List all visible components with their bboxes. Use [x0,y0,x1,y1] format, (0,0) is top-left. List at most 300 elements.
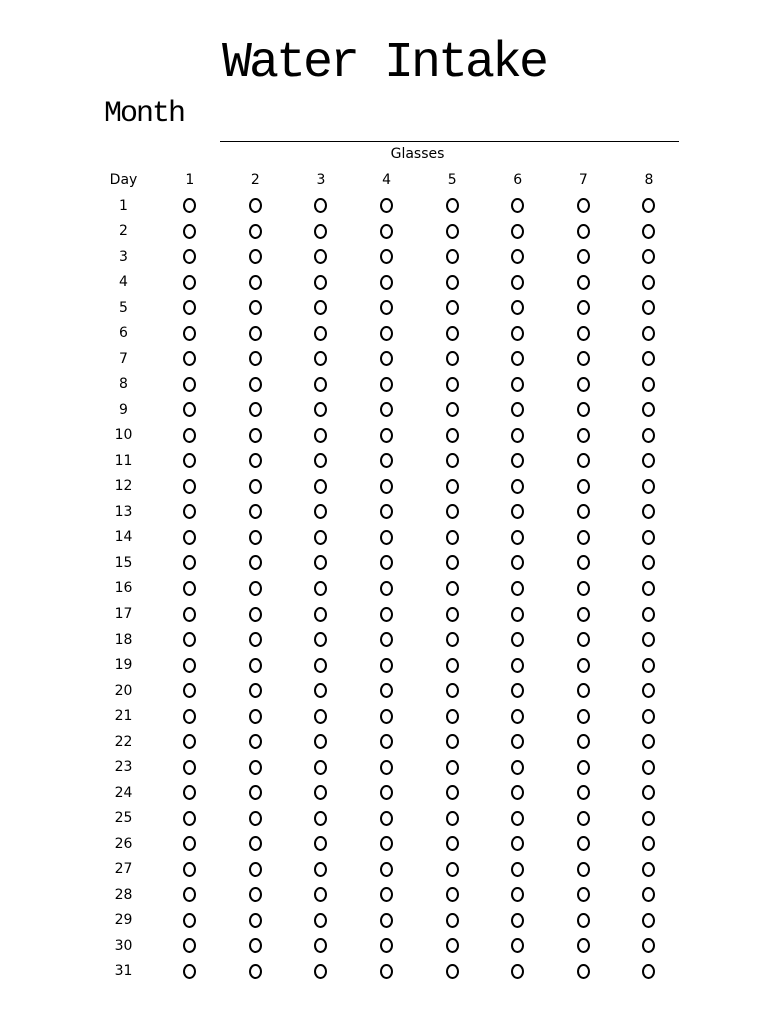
glass-circle-checkbox[interactable] [183,938,196,953]
glass-circle-checkbox[interactable] [249,938,262,953]
glass-cell [223,474,289,500]
glass-circle-checkbox[interactable] [446,275,459,290]
glass-circle-checkbox[interactable] [380,607,393,622]
glass-circle-checkbox[interactable] [314,479,327,494]
glass-column-header: 7 [578,172,588,188]
glass-circle-checkbox[interactable] [249,555,262,570]
glass-circle-checkbox[interactable] [249,198,262,213]
glass-circle-checkbox[interactable] [314,428,327,443]
glass-circle-checkbox[interactable] [446,785,459,800]
glass-circle-checkbox[interactable] [249,428,262,443]
glass-cell [419,295,485,321]
glass-cell [419,321,485,347]
glass-circle-checkbox[interactable] [642,530,655,545]
glass-circle-checkbox[interactable] [642,811,655,826]
glass-circle-checkbox[interactable] [511,377,524,392]
glass-circle-checkbox[interactable] [380,862,393,877]
glass-circle-checkbox[interactable] [314,351,327,366]
glass-circle-checkbox[interactable] [511,581,524,596]
glass-circle-checkbox[interactable] [249,862,262,877]
glass-circle-checkbox[interactable] [380,734,393,749]
glass-circle-checkbox[interactable] [249,683,262,698]
glass-circle-checkbox[interactable] [249,964,262,979]
glass-circle-checkbox[interactable] [183,913,196,928]
glass-circle-checkbox[interactable] [183,198,196,213]
glass-circle-checkbox[interactable] [183,300,196,315]
glass-circle-checkbox[interactable] [511,760,524,775]
glass-circle-checkbox[interactable] [380,275,393,290]
glass-cell [157,652,223,678]
glass-circle-checkbox[interactable] [446,428,459,443]
glass-circle-checkbox[interactable] [642,326,655,341]
glass-circle-checkbox[interactable] [642,453,655,468]
glass-circle-checkbox[interactable] [314,913,327,928]
glass-circle-checkbox[interactable] [183,224,196,239]
glass-cell [616,882,682,908]
glass-circle-checkbox[interactable] [642,760,655,775]
glass-circle-checkbox[interactable] [446,683,459,698]
glass-circle-checkbox[interactable] [249,504,262,519]
glass-circle-checkbox[interactable] [446,402,459,417]
glass-circle-checkbox[interactable] [642,479,655,494]
glass-circle-checkbox[interactable] [249,836,262,851]
glass-circle-checkbox[interactable] [380,836,393,851]
glass-circle-checkbox[interactable] [511,275,524,290]
glass-circle-checkbox[interactable] [380,453,393,468]
glass-circle-checkbox[interactable] [642,887,655,902]
glass-circle-checkbox[interactable] [314,964,327,979]
glass-cell [288,550,354,576]
glass-circle-checkbox[interactable] [314,275,327,290]
glass-circle-checkbox[interactable] [577,862,590,877]
glass-circle-checkbox[interactable] [446,938,459,953]
glass-circle-checkbox[interactable] [511,504,524,519]
glass-circle-checkbox[interactable] [446,300,459,315]
glass-circle-checkbox[interactable] [511,887,524,902]
glass-cell [223,576,289,602]
glass-cell [551,525,617,551]
day-number: 28 [114,886,133,903]
glass-circle-checkbox[interactable] [446,862,459,877]
glass-circle-checkbox[interactable] [183,607,196,622]
glass-circle-checkbox[interactable] [183,479,196,494]
glass-circle-checkbox[interactable] [446,811,459,826]
glass-cell [223,652,289,678]
glass-circle-checkbox[interactable] [511,964,524,979]
glass-circle-checkbox[interactable] [314,785,327,800]
glass-circle-checkbox[interactable] [642,658,655,673]
glass-circle-checkbox[interactable] [249,351,262,366]
glass-circle-checkbox[interactable] [183,428,196,443]
glass-circle-checkbox[interactable] [249,224,262,239]
glass-cell [485,729,551,755]
glass-circle-checkbox[interactable] [511,938,524,953]
glass-circle-checkbox[interactable] [314,887,327,902]
glass-circle-checkbox[interactable] [577,351,590,366]
glass-cell [223,448,289,474]
glass-circle-checkbox[interactable] [511,198,524,213]
glass-circle-checkbox[interactable] [380,709,393,724]
glass-circle-checkbox[interactable] [183,632,196,647]
glass-cell [354,474,420,500]
glass-circle-checkbox[interactable] [577,938,590,953]
glass-circle-checkbox[interactable] [446,224,459,239]
glass-circle-checkbox[interactable] [183,249,196,264]
glass-cell [485,856,551,882]
glass-circle-checkbox[interactable] [642,224,655,239]
glass-circle-checkbox[interactable] [249,326,262,341]
glass-circle-checkbox[interactable] [577,326,590,341]
glass-circle-checkbox[interactable] [577,198,590,213]
glass-circle-checkbox[interactable] [577,504,590,519]
glass-cell [288,346,354,372]
day-number: 9 [119,401,128,418]
glass-circle-checkbox[interactable] [183,836,196,851]
glass-circle-checkbox[interactable] [249,760,262,775]
glass-circle-checkbox[interactable] [511,351,524,366]
glass-circle-checkbox[interactable] [511,300,524,315]
glass-circle-checkbox[interactable] [183,683,196,698]
glass-circle-checkbox[interactable] [183,555,196,570]
glass-circle-checkbox[interactable] [511,555,524,570]
glass-circle-checkbox[interactable] [577,658,590,673]
glass-circle-checkbox[interactable] [511,913,524,928]
glass-cell [223,754,289,780]
glass-circle-checkbox[interactable] [249,453,262,468]
glass-circle-checkbox[interactable] [314,300,327,315]
glass-circle-checkbox[interactable] [577,887,590,902]
glass-circle-checkbox[interactable] [314,453,327,468]
glass-circle-checkbox[interactable] [380,326,393,341]
glass-circle-checkbox[interactable] [183,402,196,417]
glass-circle-checkbox[interactable] [183,326,196,341]
glass-circle-checkbox[interactable] [380,913,393,928]
glass-circle-checkbox[interactable] [380,811,393,826]
glass-circle-checkbox[interactable] [577,530,590,545]
glass-circle-checkbox[interactable] [642,275,655,290]
glass-cell [223,780,289,806]
glass-circle-checkbox[interactable] [249,658,262,673]
glass-circle-checkbox[interactable] [314,938,327,953]
glass-circle-checkbox[interactable] [380,555,393,570]
glass-circle-checkbox[interactable] [183,658,196,673]
glass-circle-checkbox[interactable] [314,836,327,851]
glass-circle-checkbox[interactable] [577,453,590,468]
glass-cell [288,321,354,347]
glass-circle-checkbox[interactable] [577,734,590,749]
glass-circle-checkbox[interactable] [380,887,393,902]
glass-cell [616,933,682,959]
glass-circle-checkbox[interactable] [642,836,655,851]
glass-circle-checkbox[interactable] [446,709,459,724]
glass-circle-checkbox[interactable] [380,581,393,596]
glass-circle-checkbox[interactable] [446,377,459,392]
glass-circle-checkbox[interactable] [314,581,327,596]
glass-circle-checkbox[interactable] [642,428,655,443]
glass-circle-checkbox[interactable] [183,275,196,290]
glass-circle-checkbox[interactable] [183,351,196,366]
glass-cell [616,397,682,423]
glass-circle-checkbox[interactable] [314,402,327,417]
glass-circle-checkbox[interactable] [183,581,196,596]
glass-circle-checkbox[interactable] [183,760,196,775]
glass-circle-checkbox[interactable] [249,734,262,749]
glass-circle-checkbox[interactable] [380,964,393,979]
glass-circle-checkbox[interactable] [577,402,590,417]
glass-circle-checkbox[interactable] [511,479,524,494]
glass-circle-checkbox[interactable] [446,555,459,570]
glass-cell [616,652,682,678]
glass-circle-checkbox[interactable] [314,377,327,392]
glass-circle-checkbox[interactable] [511,453,524,468]
glass-circle-checkbox[interactable] [511,530,524,545]
month-write-in-line[interactable] [220,141,679,142]
glass-circle-checkbox[interactable] [249,581,262,596]
glass-circle-checkbox[interactable] [642,683,655,698]
glass-circle-checkbox[interactable] [249,249,262,264]
glass-circle-checkbox[interactable] [314,530,327,545]
glass-circle-checkbox[interactable] [249,709,262,724]
glass-circle-checkbox[interactable] [446,351,459,366]
glass-circle-checkbox[interactable] [380,351,393,366]
glass-cell [551,601,617,627]
glass-circle-checkbox[interactable] [183,377,196,392]
glass-circle-checkbox[interactable] [380,249,393,264]
glass-circle-checkbox[interactable] [314,632,327,647]
glass-cell [354,907,420,933]
glass-circle-checkbox[interactable] [249,632,262,647]
glass-circle-checkbox[interactable] [380,479,393,494]
glass-circle-checkbox[interactable] [380,402,393,417]
glass-circle-checkbox[interactable] [642,938,655,953]
glass-cell [551,397,617,423]
glass-circle-checkbox[interactable] [380,658,393,673]
glass-circle-checkbox[interactable] [249,913,262,928]
glass-circle-checkbox[interactable] [511,785,524,800]
glass-circle-checkbox[interactable] [511,658,524,673]
glass-circle-checkbox[interactable] [446,530,459,545]
glass-cell [485,448,551,474]
glass-circle-checkbox[interactable] [511,224,524,239]
glass-circle-checkbox[interactable] [249,300,262,315]
glass-circle-checkbox[interactable] [314,555,327,570]
glass-cell [485,627,551,653]
glass-circle-checkbox[interactable] [511,607,524,622]
glass-circle-checkbox[interactable] [249,887,262,902]
glass-circle-checkbox[interactable] [642,402,655,417]
glass-circle-checkbox[interactable] [511,632,524,647]
glass-circle-checkbox[interactable] [380,300,393,315]
glass-circle-checkbox[interactable] [314,709,327,724]
glass-circle-checkbox[interactable] [577,607,590,622]
glass-circle-checkbox[interactable] [183,453,196,468]
glass-circle-checkbox[interactable] [642,709,655,724]
glass-circle-checkbox[interactable] [380,504,393,519]
glass-cell [485,321,551,347]
glass-circle-checkbox[interactable] [511,734,524,749]
glass-circle-checkbox[interactable] [642,377,655,392]
glass-circle-checkbox[interactable] [577,377,590,392]
glass-circle-checkbox[interactable] [446,658,459,673]
glass-circle-checkbox[interactable] [183,964,196,979]
glass-circle-checkbox[interactable] [314,326,327,341]
glass-circle-checkbox[interactable] [577,428,590,443]
glass-circle-checkbox[interactable] [446,453,459,468]
glass-circle-checkbox[interactable] [642,862,655,877]
glass-circle-checkbox[interactable] [249,785,262,800]
glass-circle-checkbox[interactable] [314,811,327,826]
glass-circle-checkbox[interactable] [249,811,262,826]
day-number: 15 [114,554,133,571]
glass-circle-checkbox[interactable] [380,760,393,775]
glass-circle-checkbox[interactable] [183,734,196,749]
glass-circle-checkbox[interactable] [577,479,590,494]
glass-circle-checkbox[interactable] [577,555,590,570]
glass-cell [616,780,682,806]
glass-circle-checkbox[interactable] [380,785,393,800]
glass-circle-checkbox[interactable] [314,658,327,673]
glass-circle-checkbox[interactable] [380,224,393,239]
glass-cell [485,499,551,525]
glass-circle-checkbox[interactable] [577,224,590,239]
glass-circle-checkbox[interactable] [642,555,655,570]
page-title: Water Intake [221,35,547,92]
glass-circle-checkbox[interactable] [249,377,262,392]
glass-circle-checkbox[interactable] [314,734,327,749]
glass-circle-checkbox[interactable] [642,198,655,213]
glass-cell [419,423,485,449]
glass-circle-checkbox[interactable] [511,811,524,826]
glass-circle-checkbox[interactable] [446,836,459,851]
glass-circle-checkbox[interactable] [577,913,590,928]
glass-cell [223,627,289,653]
glass-cell [157,346,223,372]
glass-circle-checkbox[interactable] [249,402,262,417]
glass-circle-checkbox[interactable] [511,402,524,417]
glass-cell [551,856,617,882]
glass-circle-checkbox[interactable] [642,785,655,800]
glass-circle-checkbox[interactable] [183,811,196,826]
glass-cell [419,780,485,806]
glass-circle-checkbox[interactable] [642,249,655,264]
glass-circle-checkbox[interactable] [511,326,524,341]
glass-circle-checkbox[interactable] [314,504,327,519]
glass-cell [223,525,289,551]
glass-circle-checkbox[interactable] [577,964,590,979]
glass-circle-checkbox[interactable] [511,683,524,698]
glass-circle-checkbox[interactable] [642,632,655,647]
glass-circle-checkbox[interactable] [249,479,262,494]
glass-circle-checkbox[interactable] [446,198,459,213]
glass-circle-checkbox[interactable] [314,198,327,213]
glass-circle-checkbox[interactable] [577,836,590,851]
glass-cell [616,448,682,474]
glass-circle-checkbox[interactable] [183,785,196,800]
glass-circle-checkbox[interactable] [446,326,459,341]
glass-circle-checkbox[interactable] [380,530,393,545]
glass-circle-checkbox[interactable] [577,785,590,800]
glass-circle-checkbox[interactable] [446,504,459,519]
glass-circle-checkbox[interactable] [511,249,524,264]
glass-circle-checkbox[interactable] [511,836,524,851]
glass-circle-checkbox[interactable] [446,734,459,749]
glass-circle-checkbox[interactable] [314,683,327,698]
glass-circle-checkbox[interactable] [577,811,590,826]
glass-circle-checkbox[interactable] [183,709,196,724]
glass-circle-checkbox[interactable] [577,683,590,698]
glass-circle-checkbox[interactable] [577,709,590,724]
glass-circle-checkbox[interactable] [642,351,655,366]
day-number: 23 [114,759,133,776]
glass-circle-checkbox[interactable] [577,581,590,596]
glass-circle-checkbox[interactable] [183,530,196,545]
glass-circle-checkbox[interactable] [642,300,655,315]
glass-circle-checkbox[interactable] [446,249,459,264]
day-number: 11 [114,452,133,469]
glass-circle-checkbox[interactable] [314,224,327,239]
glass-circle-checkbox[interactable] [249,530,262,545]
glass-cell [157,933,223,959]
glass-circle-checkbox[interactable] [511,709,524,724]
glass-circle-checkbox[interactable] [577,632,590,647]
glass-circle-checkbox[interactable] [446,581,459,596]
glass-circle-checkbox[interactable] [642,913,655,928]
glass-circle-checkbox[interactable] [446,887,459,902]
glass-cell [419,244,485,270]
glass-circle-checkbox[interactable] [380,683,393,698]
glass-circle-checkbox[interactable] [446,479,459,494]
glass-circle-checkbox[interactable] [380,428,393,443]
glass-circle-checkbox[interactable] [642,581,655,596]
glass-circle-checkbox[interactable] [642,504,655,519]
glass-circle-checkbox[interactable] [249,607,262,622]
glass-circle-checkbox[interactable] [314,249,327,264]
glass-circle-checkbox[interactable] [314,607,327,622]
glass-circle-checkbox[interactable] [642,734,655,749]
glass-circle-checkbox[interactable] [642,607,655,622]
glass-circle-checkbox[interactable] [642,964,655,979]
glass-circle-checkbox[interactable] [314,760,327,775]
glass-circle-checkbox[interactable] [380,377,393,392]
glass-cell [485,525,551,551]
glass-column-header: 8 [644,172,654,188]
glass-circle-checkbox[interactable] [446,964,459,979]
glass-circle-checkbox[interactable] [446,760,459,775]
glass-cell [616,525,682,551]
glass-circle-checkbox[interactable] [183,887,196,902]
glass-cell [157,219,223,245]
glass-circle-checkbox[interactable] [511,428,524,443]
glass-circle-checkbox[interactable] [446,607,459,622]
glass-circle-checkbox[interactable] [446,632,459,647]
glass-circle-checkbox[interactable] [577,249,590,264]
glass-circle-checkbox[interactable] [183,504,196,519]
glass-circle-checkbox[interactable] [380,938,393,953]
glass-circle-checkbox[interactable] [380,632,393,647]
glass-circle-checkbox[interactable] [183,862,196,877]
glass-circle-checkbox[interactable] [511,862,524,877]
glass-cell [551,295,617,321]
glass-circle-checkbox[interactable] [314,862,327,877]
glass-circle-checkbox[interactable] [577,275,590,290]
glass-circle-checkbox[interactable] [446,913,459,928]
glass-circle-checkbox[interactable] [249,275,262,290]
glass-circle-checkbox[interactable] [380,198,393,213]
glass-circle-checkbox[interactable] [577,760,590,775]
glass-circle-checkbox[interactable] [577,300,590,315]
glass-cell [354,525,420,551]
glass-cell [157,627,223,653]
